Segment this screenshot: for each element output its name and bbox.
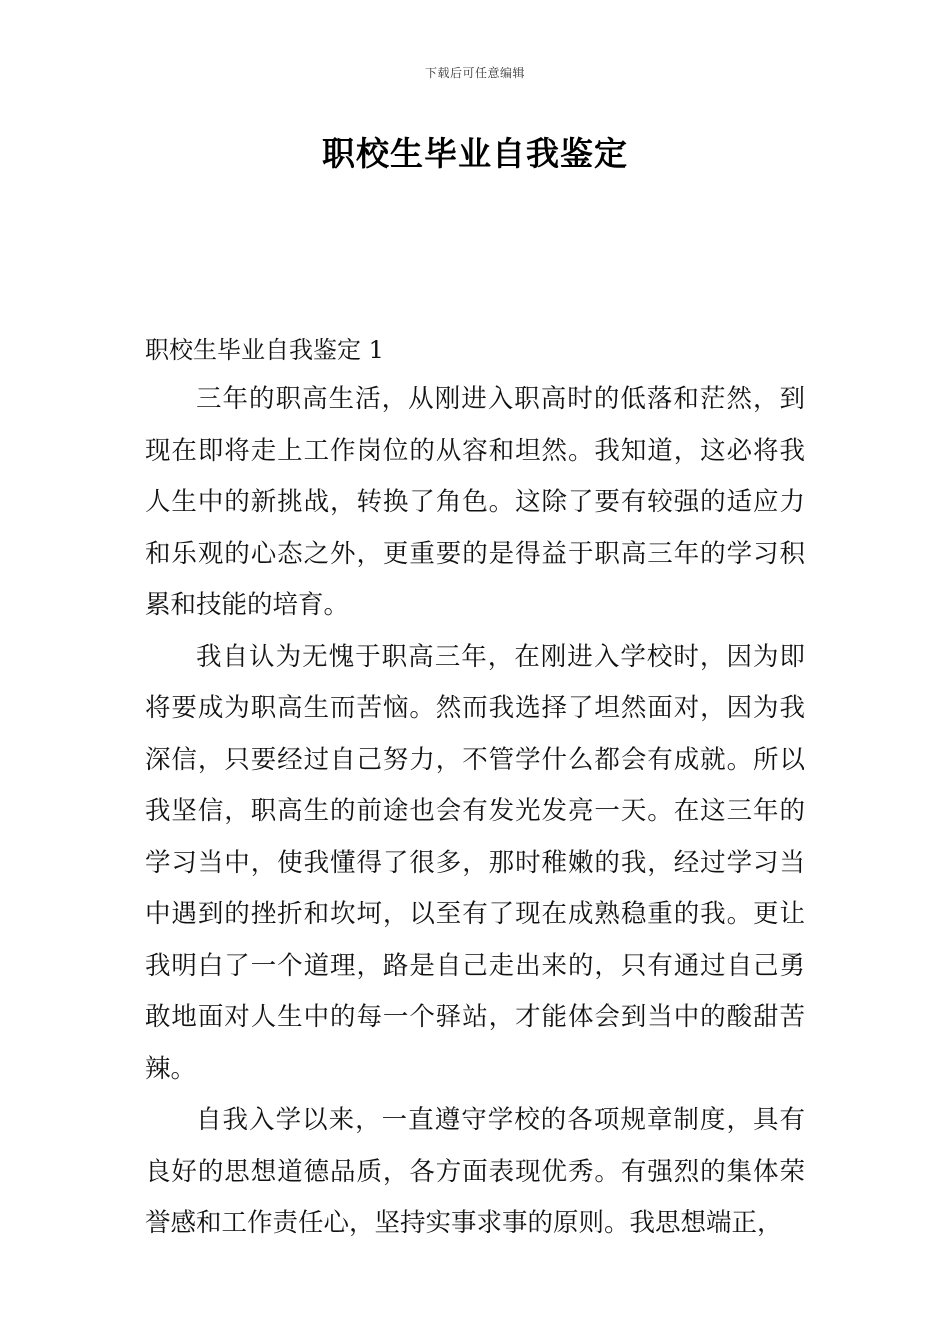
- header-note: 下载后可任意编辑: [424, 66, 525, 80]
- document-body: [145, 326, 805, 1250]
- document-title: 职校生毕业自我鉴定: [322, 134, 628, 173]
- paragraph-3: 自我入学以来，一直遵守学校的各项规章制度，具有良好的思想道德品质，各方面表现优秀。有强烈的集体荣誉感和工作责任心，坚持实事求事的原则。我思想端正，: [145, 1105, 805, 1238]
- section-heading: 职校生毕业自我鉴定 1: [145, 336, 384, 364]
- paragraph-2: 我自认为无愧于职高三年，在刚进入学校时，因为即将要成为职高生而苦恼。然而我选择了坦然面对，因为我深信，只要经过自己努力，不管学什么都会有成就。所以我坚信，职高生的前途也会有发光发亮一天。在这三年的学习当中，使我懂得了很多，那时稚嫩的我，经过学习当中遇到的挫折和坎坷，以至有了现在成熟稳重的我。更让我明白了一个道理，路是自己走出来的，只有通过自己勇敢地面对人生中的每一个驿站，才能体会到当中的酸甜苦辣。: [145, 641, 805, 1084]
- paragraph-1: 三年的职高生活，从刚进入职高时的低落和茫然，到现在即将走上工作岗位的从容和坦然。我知道，这必将我人生中的新挑战，转换了角色。这除了要有较强的适应力和乐观的心态之外，更重要的是得益于职高三年的学习积累和技能的培育。: [145, 384, 805, 620]
